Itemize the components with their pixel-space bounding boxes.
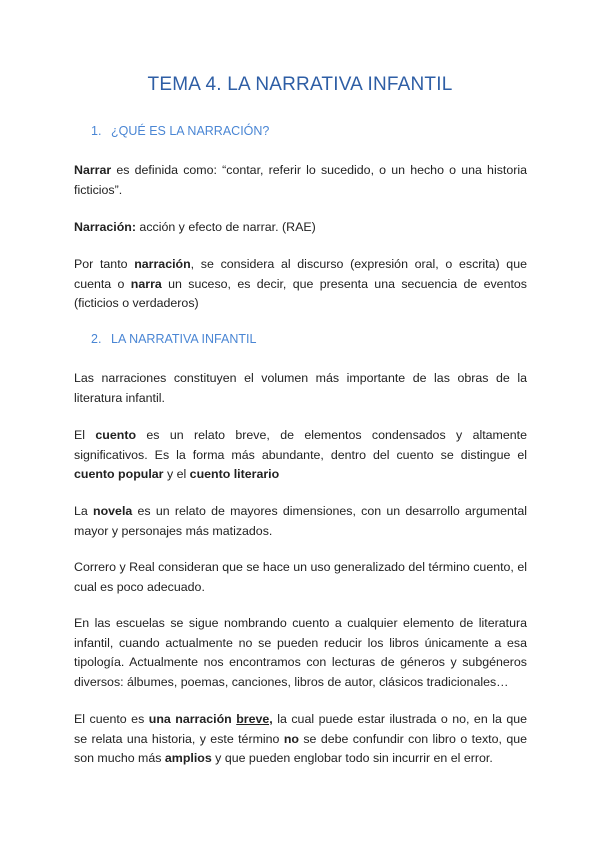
- bold-term: narra: [130, 276, 162, 291]
- paragraph-text: acción y efecto de narrar. (RAE): [135, 220, 316, 234]
- bold-term: no: [283, 731, 299, 746]
- section-heading-1: [91, 124, 269, 138]
- bold-term: cuento popular: [74, 467, 164, 481]
- bold-term: narración: [134, 257, 191, 271]
- paragraph-text: la cual puede estar ilustrada o no, en la que se relata una historia, y este término: [74, 712, 527, 746]
- bold-term: Narrar: [74, 163, 112, 177]
- paragraph-text: El: [74, 428, 96, 442]
- paragraph-text: Las narraciones constituyen el volumen más importante de las obras de la literatura infantil.: [74, 371, 527, 405]
- paragraph-cuento-definicion: [74, 710, 527, 769]
- section-number: 2.: [91, 332, 102, 346]
- paragraph-text: , se considera al discurso (expresión oral, o escrita) que cuenta o: [74, 257, 527, 291]
- paragraph-text: es un relato breve, de elementos condensados y altamente significativos. Es la forma más abundante, dentro del cuento se distingue el: [74, 428, 527, 462]
- section-heading-text: ¿QUÉ ES LA NARRACIÓN?: [111, 124, 270, 138]
- bold-term: una narración: [148, 712, 232, 726]
- section-heading-2: [91, 332, 256, 346]
- bold-term: cuento: [95, 428, 137, 442]
- bold-underlined-term: breve,: [236, 712, 273, 726]
- paragraph-text: La: [74, 504, 94, 518]
- paragraph-text: En las escuelas se sigue nombrando cuento a cualquier elemento de literatura infantil, cuando actualmente no se pueden reducir los libros únicamente a esa tipología. Actualmente nos encontramos con lecturas de géneros y subgéneros diversos: álbumes, poemas, canciones, libros de autor, clásicos tradicionales…: [74, 616, 527, 689]
- paragraph-text: es definida como: “contar, referir lo sucedido, o un hecho o una historia ficticios”.: [74, 163, 527, 197]
- bold-term: novela: [93, 504, 133, 518]
- paragraph-narraciones-volumen: [74, 369, 527, 408]
- paragraph-text: un suceso, es decir, que presenta una secuencia de eventos (ficticios o verdaderos): [74, 276, 527, 310]
- paragraph-correro-real: [74, 558, 527, 597]
- bold-term: Narración:: [74, 220, 136, 234]
- paragraph-text: Por tanto: [74, 257, 135, 271]
- bold-term: cuento literario: [189, 467, 280, 481]
- paragraph-cuento: [74, 426, 527, 485]
- section-number: 1.: [91, 124, 102, 138]
- paragraph-text: Correro y Real consideran que se hace un uso generalizado del término cuento, el cual es poco adecuado.: [74, 560, 527, 594]
- page-title: TEMA 4. LA NARRATIVA INFANTIL: [147, 74, 453, 95]
- paragraph-text: es un relato de mayores dimensiones, con un desarrollo argumental mayor y personajes más matizados.: [74, 504, 527, 538]
- paragraph-narrar-definition: [74, 161, 527, 200]
- paragraph-narracion-discurso: [74, 255, 527, 314]
- paragraph-text: El cuento es: [74, 712, 149, 726]
- section-heading-text: LA NARRATIVA INFANTIL: [111, 332, 257, 346]
- paragraph-escuelas: [74, 614, 527, 692]
- paragraph-text: y que pueden englobar todo sin incurrir en el error.: [211, 751, 493, 765]
- paragraph-text: se debe confundir con libro o texto, que son mucho más: [74, 731, 527, 765]
- bold-term: amplios: [164, 751, 212, 765]
- paragraph-narracion-rae: [74, 218, 527, 238]
- paragraph-text: y el: [163, 467, 190, 481]
- paragraph-novela: [74, 502, 527, 541]
